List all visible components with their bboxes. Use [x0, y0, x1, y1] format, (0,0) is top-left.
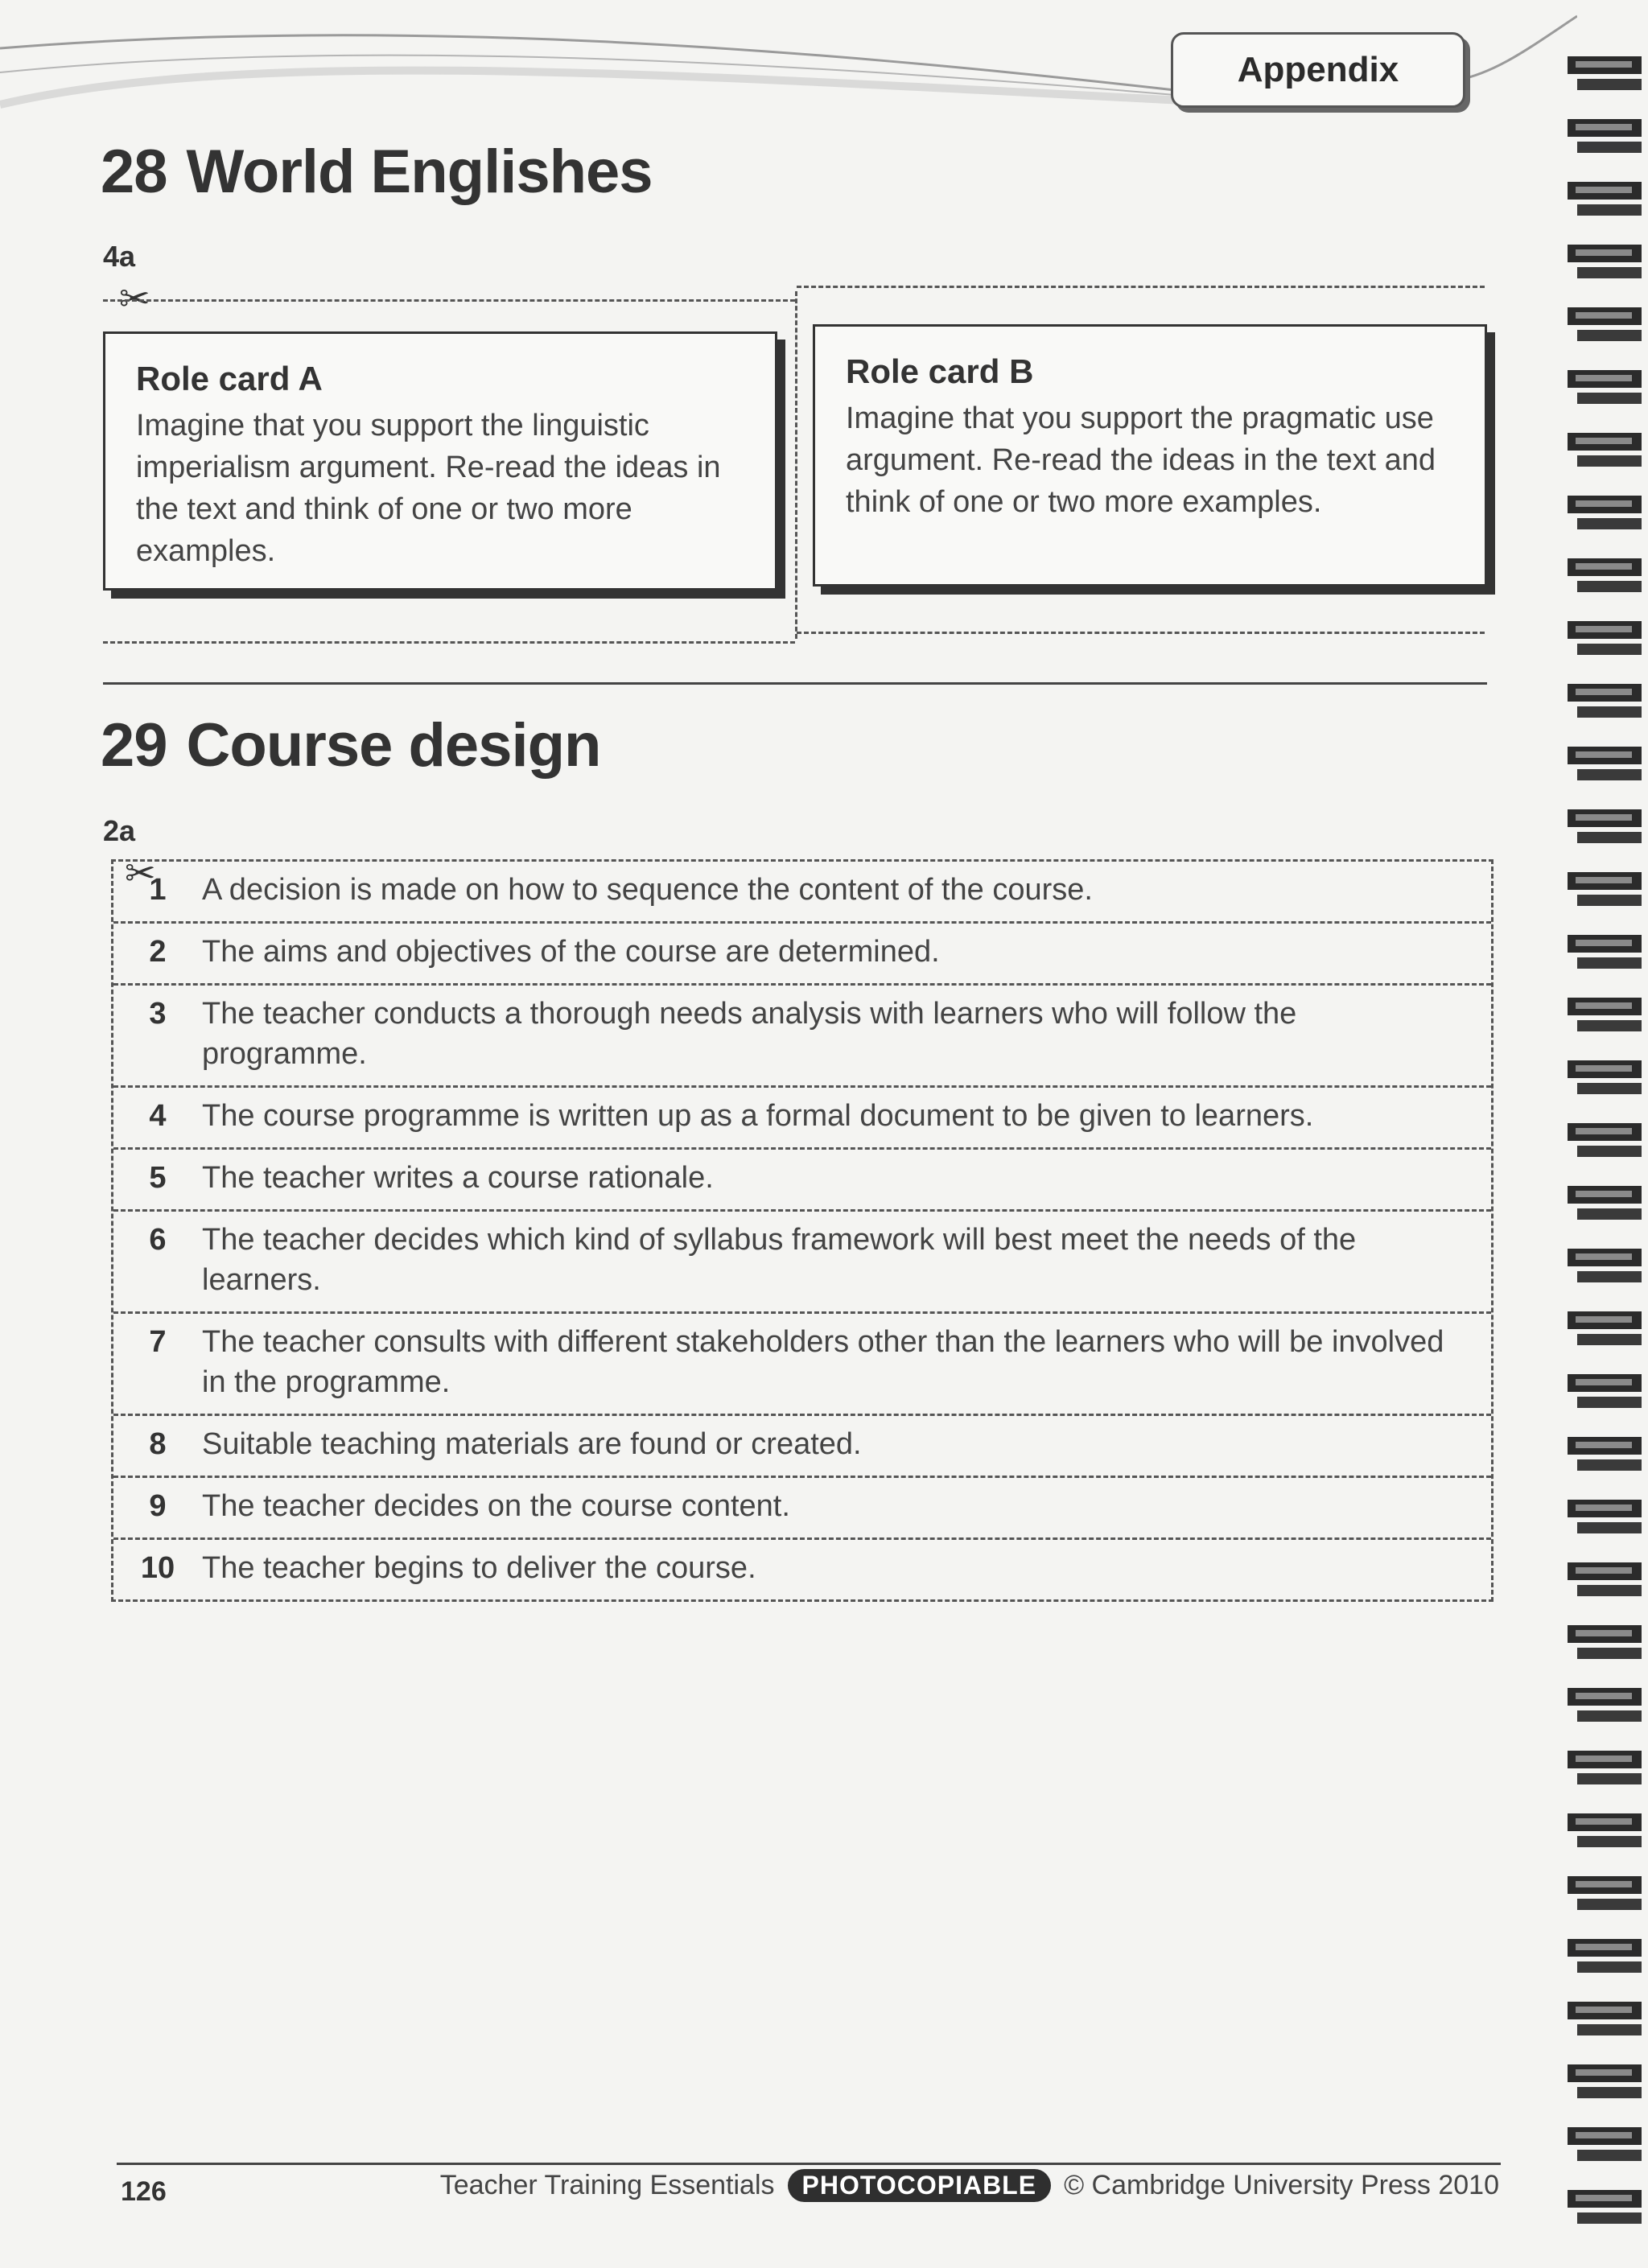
role-card-title: Role card A [136, 360, 323, 397]
role-card-a [103, 331, 777, 591]
section-divider [103, 682, 1487, 685]
footer-rule [117, 2163, 1501, 2165]
appendix-tab: Appendix [1171, 32, 1465, 108]
page-number: 126 [121, 2176, 167, 2207]
step-text: The course programme is written up as a formal document to be given to learners. [202, 1099, 1314, 1133]
step-number: 6 [149, 1223, 167, 1257]
step-text: The teacher conducts a thorough needs analysis with learners who will follow the programme. [202, 997, 1297, 1071]
step-number: 8 [149, 1427, 167, 1461]
list-item [113, 924, 1491, 986]
step-number: 10 [140, 1551, 175, 1585]
section-28-heading [101, 137, 653, 207]
section-number: 28 [101, 138, 167, 206]
copyright-text: © Cambridge University Press 2010 [1064, 2170, 1499, 2200]
cut-line [795, 291, 797, 639]
step-text: Suitable teaching materials are found or created. [202, 1427, 862, 1461]
cut-line [797, 632, 1485, 634]
role-card-title: Role card B [846, 352, 1034, 390]
role-card-text: Imagine that you support the pragmatic use argument. Re-read the ideas in the text and think of one or two more examples. [846, 401, 1436, 519]
cut-line [103, 641, 795, 644]
step-number: 4 [149, 1099, 167, 1133]
step-text: The teacher decides which kind of syllabus framework will best meet the needs of the learners. [202, 1223, 1357, 1297]
list-item [113, 1212, 1491, 1314]
book-title: Teacher Training Essentials [439, 2170, 775, 2200]
section-title: Course design [186, 711, 601, 780]
step-number: 2 [149, 935, 167, 969]
spiral-binding-icon [1553, 48, 1648, 2237]
step-text: A decision is made on how to sequence the content of the course. [202, 873, 1093, 907]
list-item [113, 1314, 1491, 1416]
exercise-label: 2a [103, 814, 136, 847]
list-item [113, 1150, 1491, 1212]
step-number: 3 [149, 997, 167, 1031]
step-text: The teacher writes a course rationale. [202, 1161, 714, 1195]
footer-credits [440, 2169, 1499, 2202]
step-text: The aims and objectives of the course are determined. [202, 935, 940, 969]
cut-line [103, 299, 795, 302]
role-card-b [813, 324, 1487, 587]
list-item [113, 1416, 1491, 1478]
section-number: 29 [101, 711, 167, 780]
cut-line [797, 286, 1485, 288]
step-number: 1 [149, 873, 167, 907]
list-item [113, 1088, 1491, 1150]
section-29-heading [101, 710, 600, 780]
course-steps-list [111, 859, 1494, 1602]
step-number: 5 [149, 1161, 167, 1195]
step-text: The teacher consults with different stakeholders other than the learners who will be involved in the programme. [202, 1325, 1444, 1399]
step-number: 9 [149, 1489, 167, 1523]
step-text: The teacher decides on the course content. [202, 1489, 790, 1523]
list-item [113, 1540, 1491, 1599]
role-card-text: Imagine that you support the linguistic imperialism argument. Re-read the ideas in the text and think of one or two more examples. [136, 409, 721, 568]
exercise-label: 4a [103, 240, 136, 273]
step-number: 7 [149, 1325, 167, 1359]
list-item [113, 1478, 1491, 1540]
scissors-icon: ✂ [119, 277, 150, 320]
scissors-icon: ✂ [125, 851, 156, 895]
list-item [113, 862, 1491, 924]
list-item [113, 986, 1491, 1088]
step-text: The teacher begins to deliver the course. [202, 1551, 756, 1585]
section-title: World Englishes [186, 138, 653, 206]
photocopiable-badge: PHOTOCOPIABLE [788, 2169, 1052, 2202]
